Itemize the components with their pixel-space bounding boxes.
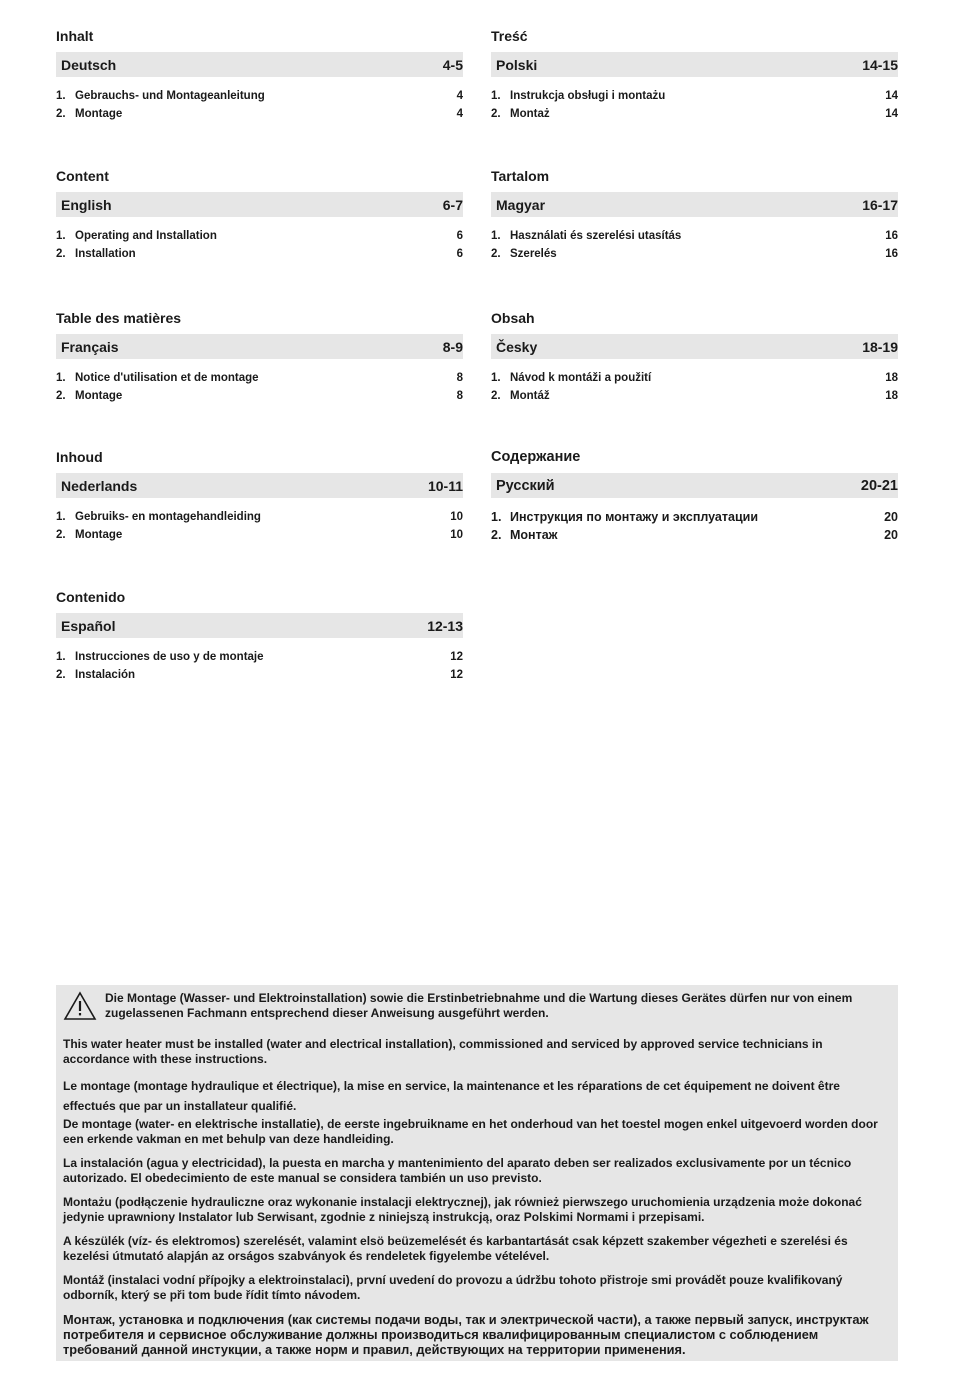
notice-text-nl: De montage (water- en elektrische installatie), de eerste ingebruikname en het onderhoud van het toestel mogen enkel uitgevoerd worden door een erkende vakman en met behulp van deze handleiding. — [63, 1117, 878, 1146]
toc-section-ru — [491, 448, 898, 544]
item-label: Montáž — [510, 390, 550, 402]
item-page: 16 — [885, 248, 898, 260]
item-label: Montaż — [510, 108, 550, 120]
toc-item[interactable] — [491, 387, 898, 405]
item-label: Монтаж — [510, 528, 558, 542]
toc-item[interactable] — [491, 508, 898, 526]
notice-text-pl: Montażu (podłączenie hydrauliczne oraz wykonanie instalacji elektrycznej), jak również pierwszego uruchomienia urządzenia może dokonać jedynie uprawniony Instalator lub Serwisant, zgodnie z niniejszą instrukcją, oraz Polskimi Normami i przepisami. — [63, 1195, 862, 1224]
toc-section-en — [56, 167, 463, 263]
toc-item[interactable] — [56, 508, 463, 526]
language-name: Español — [61, 617, 116, 634]
item-number: 2. — [56, 248, 66, 260]
section-heading: Contenido — [56, 589, 126, 605]
item-label: Instrucciones de uso y de montaje — [75, 651, 264, 663]
language-bar[interactable] — [491, 473, 898, 498]
language-name: Русский — [496, 477, 555, 494]
toc-section-fr — [56, 309, 463, 405]
item-label: Szerelés — [510, 248, 557, 260]
language-name: Français — [61, 338, 119, 355]
item-number: 2. — [56, 529, 66, 541]
item-number: 1. — [56, 90, 66, 102]
warning-triangle-icon — [63, 991, 97, 1021]
item-page: 18 — [885, 372, 898, 384]
notice-text-de: Die Montage (Wasser- und Elektroinstallation) sowie die Erstinbetriebnahme und die Wartung dieses Gerätes dürfen nur von einem zugelassenen Fachmann entsprechend dieser Anweisung ausgeführt werden. — [105, 991, 853, 1020]
item-page: 12 — [450, 651, 463, 663]
toc-item[interactable] — [491, 105, 898, 123]
language-bar[interactable] — [491, 334, 898, 359]
section-heading: Obsah — [491, 310, 535, 326]
toc-item[interactable] — [56, 648, 463, 666]
item-label: Инструкция по монтажу и эксплуатации — [510, 510, 759, 524]
toc-item[interactable] — [491, 87, 898, 105]
toc-item[interactable] — [491, 227, 898, 245]
language-pages: 12-13 — [427, 617, 463, 634]
notice-text-cs: Montáž (instalaci vodní přípojky a elektroinstalaci), první uvedení do provozu a údržbu tohoto přistroje smi provádět pouze kvalifikovaný odborník, který se při tom bude řídit tímto návodem. — [63, 1273, 843, 1302]
notice-text-en: This water heater must be installed (water and electrical installation), commissioned and serviced by approved service technicians in accordance with these instructions. — [63, 1037, 823, 1066]
item-page: 20 — [884, 510, 898, 524]
toc-section-hu — [491, 167, 898, 263]
language-name: Magyar — [496, 196, 546, 213]
language-bar[interactable] — [491, 192, 898, 217]
toc-section-nl — [56, 448, 463, 544]
language-bar[interactable] — [56, 192, 463, 217]
language-name: English — [61, 196, 112, 213]
language-bar[interactable] — [56, 613, 463, 638]
item-label: Használati és szerelési utasítás — [510, 230, 682, 242]
notice-text-fr: Le montage (montage hydraulique et électrique), la mise en service, la maintenance et les réparations de cet équipement ne doivent être effectués que par un installateur qualifié. — [63, 1079, 840, 1113]
language-bar[interactable] — [56, 334, 463, 359]
item-number: 1. — [491, 372, 501, 384]
language-pages: 16-17 — [862, 196, 898, 213]
section-heading: Inhoud — [56, 449, 103, 465]
notice-text-hu: A készülék (víz- és elektromos) szerelését, valamint elsö beüzemelését és karbantartását csak képzett szakember végezheti e szerelési és kezelési útmutató alapján az orságos szabványok és rendeletek figyelembe vételével. — [63, 1234, 848, 1263]
item-number: 1. — [491, 510, 502, 524]
language-pages: 8-9 — [442, 338, 463, 355]
language-pages: 6-7 — [442, 196, 463, 213]
item-label: Notice d'utilisation et de montage — [75, 372, 259, 384]
item-page: 6 — [456, 230, 463, 242]
item-number: 2. — [491, 528, 502, 542]
item-number: 1. — [56, 372, 66, 384]
item-page: 18 — [885, 390, 898, 402]
item-number: 1. — [491, 90, 501, 102]
item-label: Installation — [75, 248, 136, 260]
language-bar[interactable] — [491, 52, 898, 77]
toc-item[interactable] — [491, 369, 898, 387]
item-number: 2. — [491, 248, 501, 260]
toc-item[interactable] — [56, 369, 463, 387]
toc-item[interactable] — [56, 666, 463, 684]
language-pages: 10-11 — [427, 477, 463, 494]
item-label: Instrukcja obsługi i montażu — [510, 90, 666, 102]
toc-item[interactable] — [56, 245, 463, 263]
language-pages: 18-19 — [862, 338, 898, 355]
item-number: 1. — [491, 230, 501, 242]
item-page: 14 — [885, 108, 898, 120]
item-page: 10 — [450, 529, 463, 541]
item-number: 1. — [56, 230, 66, 242]
language-name: Deutsch — [61, 56, 117, 73]
toc-item[interactable] — [56, 387, 463, 405]
language-name: Nederlands — [61, 477, 138, 494]
item-page: 6 — [456, 248, 463, 260]
toc-item[interactable] — [56, 87, 463, 105]
toc-item[interactable] — [491, 245, 898, 263]
toc-section-de — [56, 27, 463, 123]
item-number: 2. — [491, 390, 501, 402]
item-number: 1. — [56, 511, 66, 523]
item-page: 12 — [450, 669, 463, 681]
language-bar[interactable] — [56, 52, 463, 77]
item-label: Montage — [75, 390, 123, 402]
safety-notice — [56, 985, 898, 1361]
language-pages: 20-21 — [860, 477, 898, 494]
item-page: 14 — [885, 90, 898, 102]
item-page: 16 — [885, 230, 898, 242]
item-number: 2. — [56, 669, 66, 681]
item-label: Gebruiks- en montagehandleiding — [75, 511, 261, 523]
language-name: Polski — [496, 56, 538, 73]
item-page: 8 — [456, 372, 463, 384]
notice-text-ru: Монтаж, установка и подключения (как системы подачи воды, так и электрической части), а также первый запуск, инструктаж потребителя и сервисное обслуживание должны производиться квалифицированным специалистом с соблюдением требований данной инстукции, а также норм и правил, действующих на территории применения. — [63, 1312, 869, 1357]
language-pages: 4-5 — [442, 56, 463, 73]
toc-section-pl — [491, 27, 898, 123]
item-label: Návod k montáži a použití — [510, 372, 652, 384]
item-label: Montage — [75, 108, 123, 120]
notice-text-es: La instalación (agua y electricidad), la puesta en marcha y mantenimiento del aparato deben ser realizados exclusivamente por un técnico autorizado. El obedecimiento de este manual se considera también un uso previsto. — [63, 1156, 852, 1185]
toc-item[interactable] — [56, 105, 463, 123]
section-heading: Inhalt — [56, 28, 94, 44]
item-number: 2. — [56, 390, 66, 402]
item-number: 1. — [56, 651, 66, 663]
item-number: 2. — [491, 108, 501, 120]
item-label: Instalación — [75, 669, 136, 681]
item-label: Gebrauchs- und Montageanleitung — [75, 90, 265, 102]
toc-section-es — [56, 588, 463, 684]
item-page: 4 — [456, 90, 463, 102]
item-number: 2. — [56, 108, 66, 120]
section-heading: Content — [56, 168, 109, 184]
item-page: 10 — [450, 511, 463, 523]
section-heading: Tartalom — [491, 168, 550, 184]
toc-item[interactable] — [491, 526, 898, 544]
item-page: 8 — [456, 390, 463, 402]
toc-item[interactable] — [56, 526, 463, 544]
section-heading: Содержание — [491, 449, 581, 465]
toc-section-cs — [491, 309, 898, 405]
item-page: 20 — [884, 528, 898, 542]
item-label: Operating and Installation — [75, 230, 217, 242]
language-pages: 14-15 — [862, 56, 898, 73]
item-page: 4 — [456, 108, 463, 120]
section-heading: Treść — [491, 28, 528, 44]
language-name: Česky — [496, 338, 538, 355]
language-bar[interactable] — [56, 473, 463, 498]
toc-item[interactable] — [56, 227, 463, 245]
item-label: Montage — [75, 529, 123, 541]
section-heading: Table des matières — [56, 310, 182, 326]
